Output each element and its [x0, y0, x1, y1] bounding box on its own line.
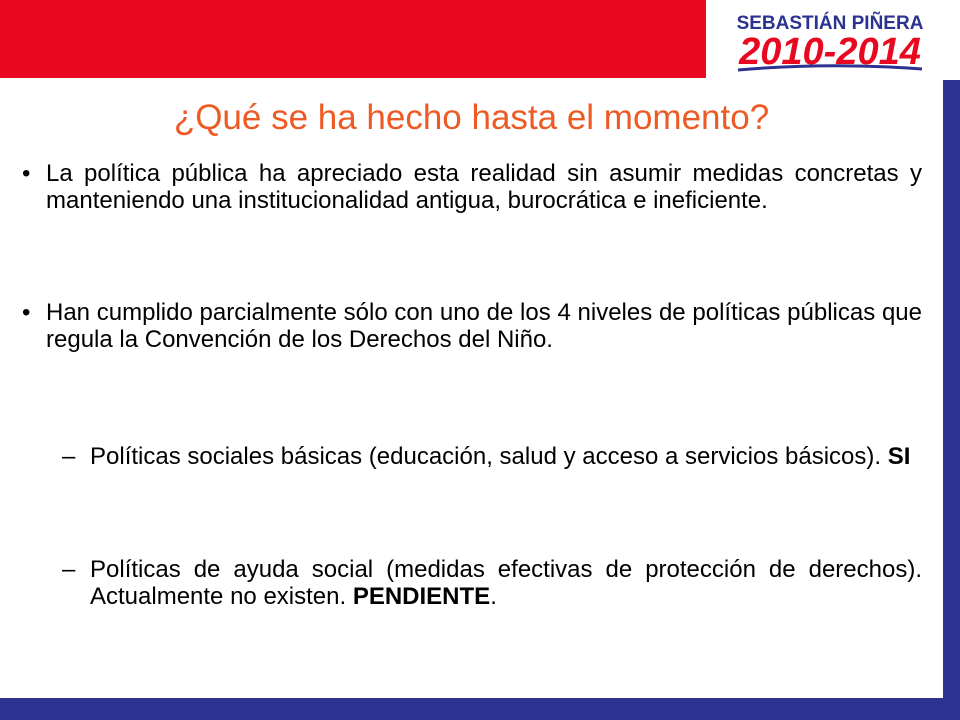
right-blue-bar: [943, 80, 960, 720]
bottom-blue-bar: [0, 698, 960, 720]
campaign-logo: [730, 6, 930, 76]
subitem-2: [90, 556, 922, 610]
subitem-2-text: Políticas de ayuda social (medidas efectivas de protección de derechos). Actualmente no existen.: [90, 556, 922, 610]
bullet-2-marker: •: [22, 299, 31, 326]
subitem-2-suffix: .: [490, 583, 497, 610]
slide-title: ¿Qué se ha hecho hasta el momento?: [173, 98, 770, 137]
logo-name-text: SEBASTIÁN PIÑERA: [736, 13, 924, 34]
subitem-2-marker: –: [62, 556, 76, 583]
subitem-1-marker: –: [62, 443, 76, 470]
bullet-2-text: Han cumplido parcialmente sólo con uno de los 4 niveles de políticas públicas que regula la Convención de los Derechos del Niño.: [46, 299, 922, 353]
subitem-1-status: SI: [887, 443, 911, 470]
logo-years-text: 2010-2014: [739, 31, 921, 73]
subitem-1-text: Políticas sociales básicas (educación, salud y acceso a servicios básicos).: [90, 443, 882, 470]
subitem-1: [90, 443, 922, 470]
bullet-1-marker: •: [22, 160, 31, 187]
subitem-2-status: PENDIENTE: [352, 583, 491, 610]
header-red-bar: [0, 0, 706, 78]
bullet-1-text: La política pública ha apreciado esta realidad sin asumir medidas concretas y manteniendo una institucionalidad antigua, burocrática e ineficiente.: [46, 160, 922, 214]
